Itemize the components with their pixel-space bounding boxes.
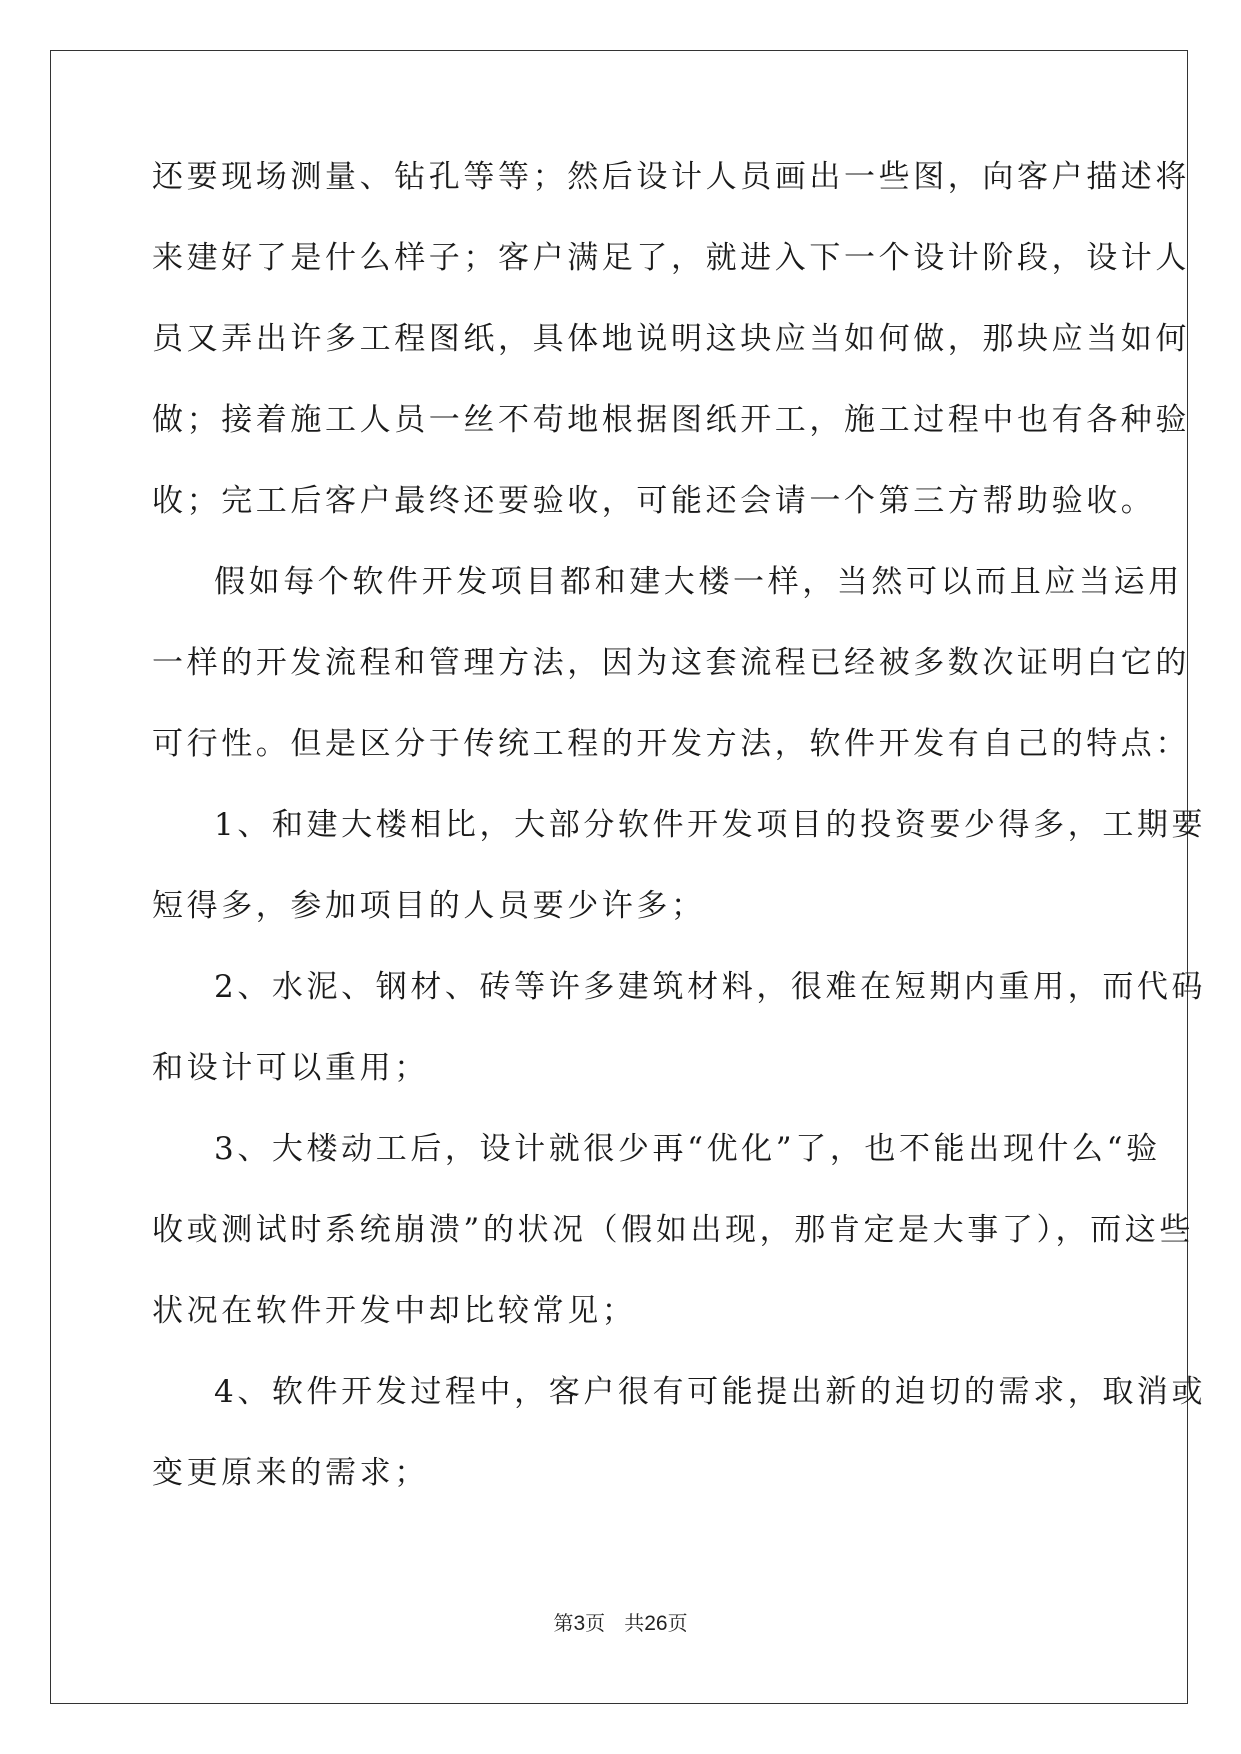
text-line: 状况在软件开发中却比较常见；	[152, 1293, 637, 1329]
current-page-number: 3	[573, 1612, 586, 1635]
list-item-4: 4、软件开发过程中，客户很有可能提出新的迫切的需求，取消或	[214, 1374, 1207, 1410]
text-line: 收或测试时系统崩溃”的状况（假如出现，那肯定是大事了），而这些	[152, 1212, 1194, 1248]
footer-total-prefix: 共	[624, 1611, 645, 1635]
list-item-3: 3、大楼动工后，设计就很少再“优化”了，也不能出现什么“验	[214, 1131, 1161, 1167]
footer-page-suffix: 页	[585, 1611, 606, 1635]
text-line: 收；完工后客户最终还要验收，可能还会请一个第三方帮助验收。	[152, 483, 1156, 519]
text-line: 一样的开发流程和管理方法，因为这套流程已经被多数次证明白它的	[152, 645, 1190, 681]
document-body	[152, 159, 1207, 1537]
page-footer	[0, 1611, 1241, 1636]
footer-prefix: 第	[553, 1611, 574, 1635]
text-line: 来建好了是什么样子；客户满足了，就进入下一个设计阶段，设计人	[152, 240, 1190, 276]
total-page-count: 26	[644, 1612, 668, 1635]
text-line: 还要现场测量、钻孔等等；然后设计人员画出一些图，向客户描述将	[152, 159, 1190, 195]
text-line: 员又弄出许多工程图纸，具体地说明这块应当如何做，那块应当如何	[152, 321, 1190, 357]
text-line: 可行性。但是区分于传统工程的开发方法，软件开发有自己的特点：	[152, 726, 1190, 762]
text-line: 变更原来的需求；	[152, 1455, 429, 1491]
text-line: 短得多，参加项目的人员要少许多；	[152, 888, 706, 924]
paragraph-first-line: 假如每个软件开发项目都和建大楼一样，当然可以而且应当运用	[214, 564, 1183, 600]
list-item-2: 2、水泥、钢材、砖等许多建筑材料，很难在短期内重用，而代码	[214, 969, 1207, 1005]
list-item-1: 1、和建大楼相比，大部分软件开发项目的投资要少得多，工期要	[214, 807, 1207, 843]
text-line: 和设计可以重用；	[152, 1050, 429, 1086]
footer-total-suffix: 页	[667, 1611, 688, 1635]
text-line: 做；接着施工人员一丝不苟地根据图纸开工，施工过程中也有各种验	[152, 402, 1190, 438]
